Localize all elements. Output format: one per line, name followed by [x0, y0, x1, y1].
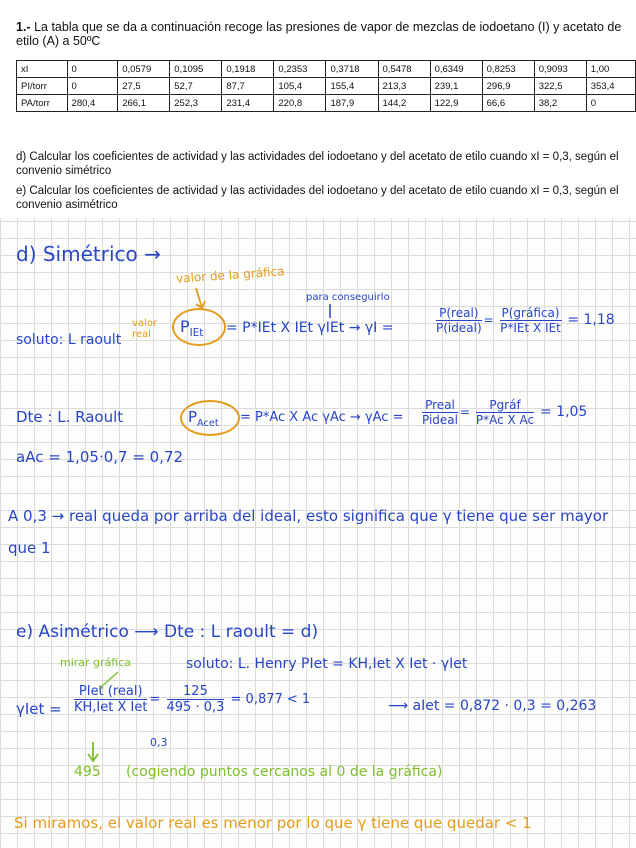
table-cell: 0,8253 — [482, 61, 534, 78]
p-iet-symbol: $P_{IEt}$ — [180, 317, 204, 340]
note-cogiendo: (cogiendo puntos cercanos al 0 de la gráfica) — [126, 764, 443, 780]
table-cell: 144,2 — [378, 95, 430, 112]
frac-pac-xac: P*Ac X Ac — [475, 413, 535, 427]
problem-text: La tabla que se da a continuación recoge las presiones de vapor de mezclas de iodoetano (I) y acetato de etilo (A) a 50ºC — [16, 20, 622, 48]
table-cell: 322,5 — [534, 78, 586, 95]
dte-equation: = P*Ac X Ac γAc → γAc = — [240, 410, 404, 425]
frac-kh-x: KH,Iet X Iet — [74, 700, 148, 715]
dte-fractions: $\frac{\text{Preal}}{\text{Pideal}}$ = $\frac{\text{Pgráf}}{\text{P*Ac X Ac}}$ = 1,05 — [422, 398, 588, 427]
frac-p-star-x: P*IEt X IEt — [500, 321, 561, 335]
frac-num-value: 125 — [167, 684, 225, 700]
table-cell: 0,2353 — [274, 61, 326, 78]
dte-raoult-label: Dte : L. Raoult — [16, 408, 124, 426]
frac-p-ideal: P(ideal) — [436, 321, 482, 335]
vapor-pressure-table — [16, 60, 636, 112]
table-cell: 66,6 — [482, 95, 534, 112]
table-cell: 231,4 — [222, 95, 274, 112]
problem-number: 1.- — [16, 20, 31, 34]
table-cell: 0,5478 — [378, 61, 430, 78]
table-cell: 252,3 — [170, 95, 222, 112]
henry-line: soluto: L. Henry PIet = KH,Iet X Iet · γIet — [186, 656, 468, 672]
table-cell: 353,4 — [586, 78, 635, 95]
table-cell: 187,9 — [326, 95, 378, 112]
table-cell: 239,1 — [430, 78, 482, 95]
note-mirar-grafica: mirar gráfica — [60, 656, 132, 669]
table-cell: 0 — [67, 78, 118, 95]
table-row — [17, 95, 636, 112]
soluto-result: = 1,18 — [567, 312, 615, 328]
table-cell: 87,7 — [222, 78, 274, 95]
table-cell: 0,9093 — [534, 61, 586, 78]
row-label: PA/torr — [17, 95, 68, 112]
table-cell: 0 — [67, 61, 118, 78]
soluto-fractions: $\frac{\text{P(real)}}{\text{P(ideal)}}$ = $\frac{\text{P(gráfica)}}{\text{P*IEt X IEt}}$ = 1,18 — [436, 306, 615, 335]
problem-statement — [16, 20, 622, 48]
question-d: d) Calcular los coeficientes de actividad y las actividades del iodoetano y del acetato de etilo cuando xI = 0,3, según el convenio simétrico — [16, 151, 619, 177]
arrow-valor-grafica — [196, 288, 202, 308]
table-row — [17, 61, 636, 78]
table-row — [17, 78, 636, 95]
row-label: xI — [17, 61, 68, 78]
table-cell: 0,0579 — [118, 61, 170, 78]
soluto-raoult-label: soluto: L raoult — [16, 332, 122, 348]
p-acet-symbol: $P_{Acet}$ — [188, 408, 219, 429]
table-cell: 1,00 — [586, 61, 635, 78]
table-cell: 220,8 — [274, 95, 326, 112]
table-cell: 105,4 — [274, 78, 326, 95]
gamma-iet-fraction: $\frac{\text{PIet (real)}}{\text{KH,Iet X Iet}}$ = $\frac{125}{495 \cdot 0,3}$ = 0,877 < 1 — [74, 684, 311, 715]
conclusion-d: A 0,3 → real queda por arriba del ideal, esto significa que γ tiene que ser mayor que 1 — [8, 507, 609, 557]
table-cell: 0 — [586, 95, 635, 112]
question-e: e) Calcular los coeficientes de actividad y las actividades del iodoetano y del acetato de etilo cuando xI = 0,3, según el convenio asimétrico — [16, 185, 619, 211]
frac-p-grafica: P(gráfica) — [501, 306, 560, 320]
table-cell: 266,1 — [118, 95, 170, 112]
table-cell: 0,3718 — [326, 61, 378, 78]
p-iet-text: P — [180, 317, 190, 336]
gamma-result: = 0,877 < 1 — [230, 692, 311, 707]
note-para-conseguirlo: para conseguirlo — [306, 292, 390, 303]
frac-p-real: P(real) — [436, 306, 482, 321]
note-valor-real: valor real — [132, 318, 158, 340]
dte-result: = 1,05 — [539, 404, 588, 420]
row-label: PI/torr — [17, 78, 68, 95]
heading-e-asimetrico: e) Asimétrico ⟶ Dte : L raoult = d) — [16, 622, 319, 642]
frac-den-value: 495 · 0,3 — [166, 700, 225, 715]
table-cell: 27,5 — [118, 78, 170, 95]
kh-value: 495 — [74, 764, 101, 780]
frac-pgraf: Pgráf — [476, 398, 534, 413]
conclusion-e: Si miramos, el valor real es menor por lo que γ tiene que quedar < 1 — [14, 814, 532, 832]
frac-pideal: Pideal — [422, 413, 458, 427]
arrowhead-kh-value — [88, 754, 98, 761]
activity-iet: ⟶ aIet = 0,872 · 0,3 = 0,263 — [388, 698, 597, 714]
heading-d-simetrico: d) Simétrico → — [16, 242, 161, 266]
frac-piet-real: PIet (real) — [74, 684, 147, 700]
p-acet-text: P — [188, 408, 198, 426]
x-value-note: 0,3 — [150, 736, 168, 749]
table-cell: 296,9 — [482, 78, 534, 95]
table-cell: 52,7 — [170, 78, 222, 95]
note-valor-grafica: valor de la gráfica — [175, 264, 285, 286]
table-cell: 0,6349 — [430, 61, 482, 78]
arrowhead-valor-grafica — [196, 301, 205, 308]
table-cell: 280,4 — [67, 95, 118, 112]
printed-problem-area — [0, 0, 636, 218]
table-cell: 155,4 — [326, 78, 378, 95]
table-cell: 38,2 — [534, 95, 586, 112]
table-cell: 213,3 — [378, 78, 430, 95]
soluto-equation: = P*IEt X IEt γIEt → γI = — [226, 320, 394, 336]
frac-preal: Preal — [422, 398, 458, 413]
activity-ac: aAc = 1,05·0,7 = 0,72 — [16, 448, 184, 466]
table-cell: 0,1918 — [222, 61, 274, 78]
table-cell: 122,9 — [430, 95, 482, 112]
gamma-iet-label: γIet = — [16, 700, 62, 718]
table-cell: 0,1095 — [170, 61, 222, 78]
